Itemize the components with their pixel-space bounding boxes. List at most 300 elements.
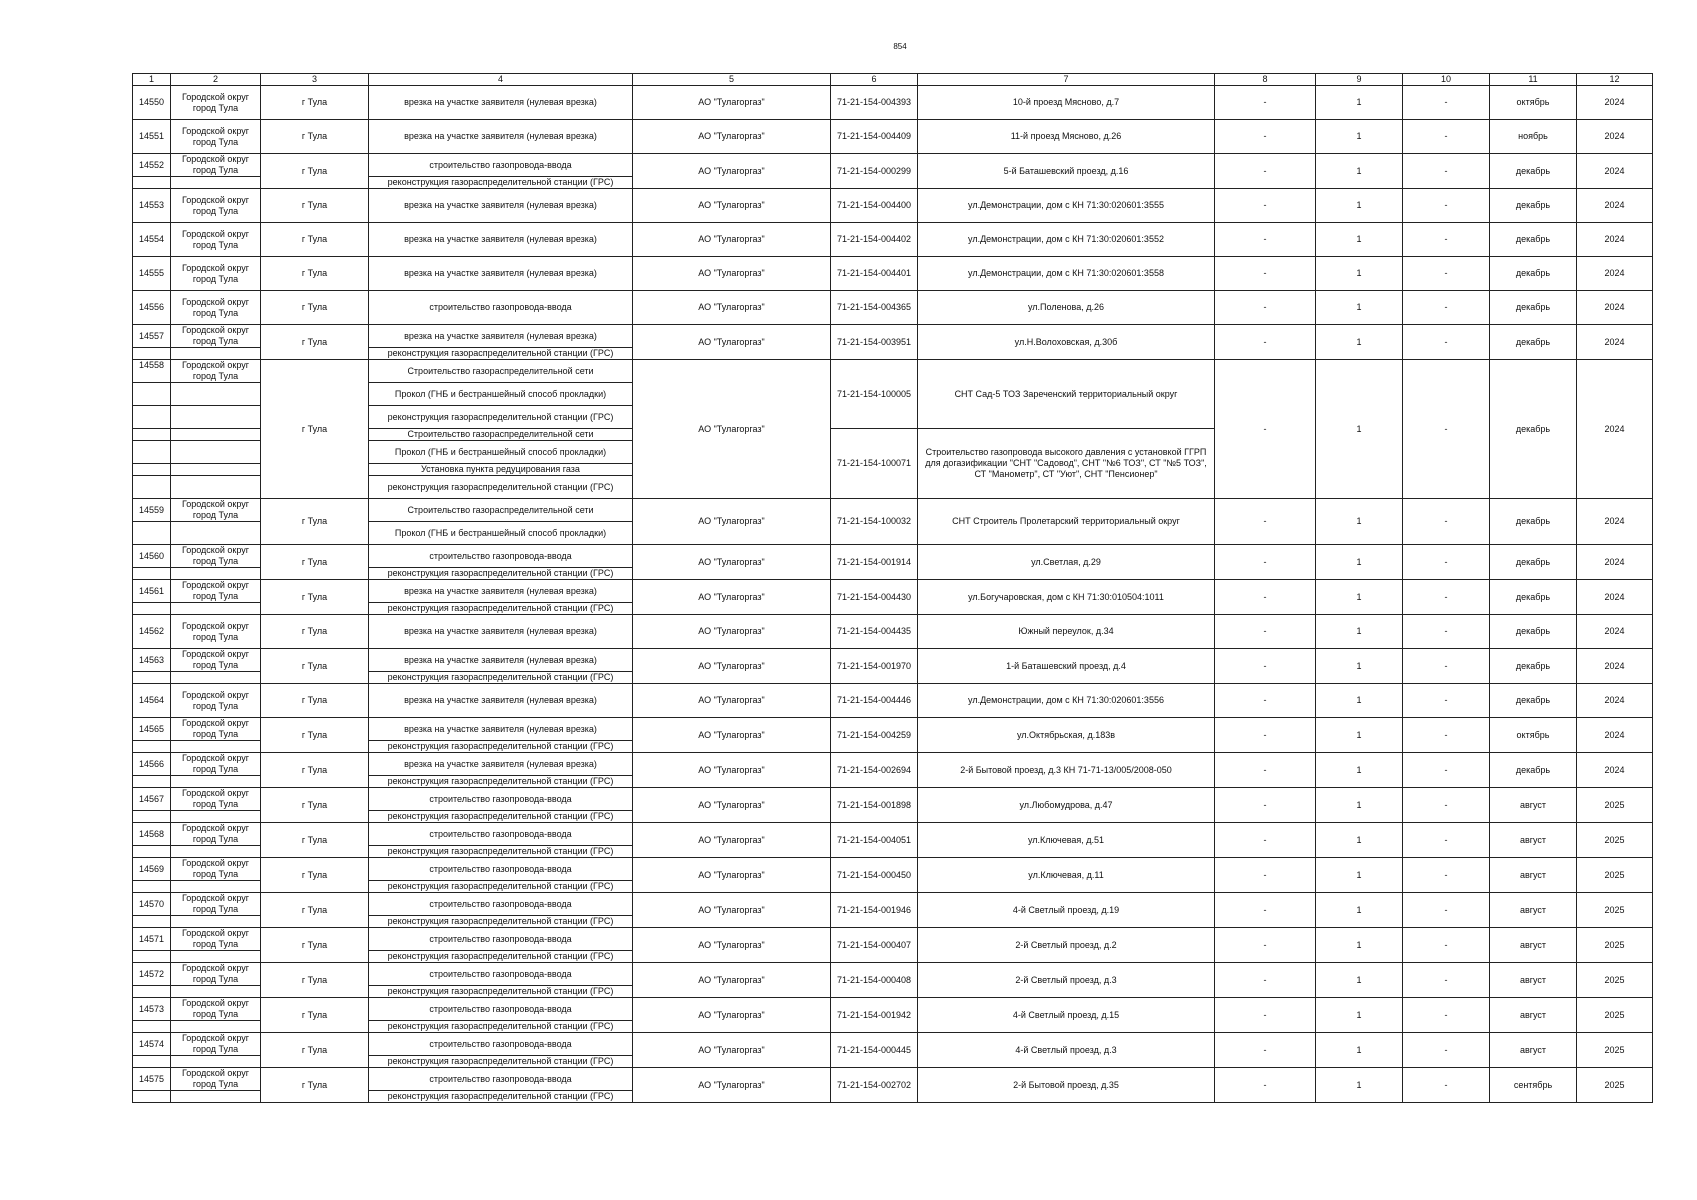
- table-cell: -: [1215, 325, 1316, 360]
- object-code-cell: 71-21-154-004259: [831, 718, 918, 753]
- empty-cell: [133, 1021, 171, 1033]
- city-cell: г Тула: [261, 189, 369, 223]
- work-type-cell: строительство газопровода-ввода: [369, 963, 633, 986]
- city-cell: г Тула: [261, 120, 369, 154]
- address-cell: ул.Ключевая, д.11: [918, 858, 1215, 893]
- organization-cell: АО "Тулагоргаз": [633, 580, 831, 615]
- empty-cell: [171, 383, 261, 406]
- column-header: 4: [369, 74, 633, 86]
- work-type-cell: Установка пункта редуцирования газа: [369, 464, 633, 476]
- column-header: 12: [1577, 74, 1653, 86]
- district-cell: Городской округ город Тула: [171, 928, 261, 951]
- table-cell: декабрь: [1490, 154, 1577, 189]
- table-cell: 1: [1316, 823, 1403, 858]
- organization-cell: АО "Тулагоргаз": [633, 615, 831, 649]
- empty-cell: [171, 916, 261, 928]
- table-cell: 1: [1316, 499, 1403, 545]
- table-cell: ноябрь: [1490, 120, 1577, 154]
- object-code-cell: 71-21-154-000445: [831, 1033, 918, 1068]
- column-header: 1: [133, 74, 171, 86]
- table-cell: 1: [1316, 154, 1403, 189]
- table-row: [133, 753, 1653, 776]
- empty-cell: [133, 811, 171, 823]
- work-type-cell: врезка на участке заявителя (нулевая врезка): [369, 86, 633, 120]
- district-cell: Городской округ город Тула: [171, 291, 261, 325]
- work-type-cell: строительство газопровода-ввода: [369, 998, 633, 1021]
- table-cell: 2025: [1577, 788, 1653, 823]
- work-type-cell: врезка на участке заявителя (нулевая врезка): [369, 189, 633, 223]
- organization-cell: АО "Тулагоргаз": [633, 86, 831, 120]
- table-cell: 1: [1316, 788, 1403, 823]
- row-number-cell: 14556: [133, 291, 171, 325]
- table-cell: 2024: [1577, 545, 1653, 580]
- table-cell: -: [1215, 120, 1316, 154]
- work-type-cell: строительство газопровода-ввода: [369, 545, 633, 568]
- table-cell: -: [1403, 120, 1490, 154]
- object-code-cell: 71-21-154-000450: [831, 858, 918, 893]
- organization-cell: АО "Тулагоргаз": [633, 291, 831, 325]
- table-cell: август: [1490, 1033, 1577, 1068]
- table-cell: 2025: [1577, 893, 1653, 928]
- city-cell: г Тула: [261, 928, 369, 963]
- address-cell: ул.Н.Волоховская, д.30б: [918, 325, 1215, 360]
- district-cell: Городской округ город Тула: [171, 120, 261, 154]
- work-type-cell: реконструкция газораспределительной станции (ГРС): [369, 776, 633, 788]
- address-cell: ул.Любомудрова, д.47: [918, 788, 1215, 823]
- table-cell: -: [1215, 360, 1316, 499]
- district-cell: Городской округ город Тула: [171, 753, 261, 776]
- district-cell: Городской округ город Тула: [171, 1068, 261, 1091]
- empty-cell: [133, 741, 171, 753]
- empty-cell: [133, 476, 171, 499]
- empty-cell: [133, 776, 171, 788]
- table-cell: 2024: [1577, 154, 1653, 189]
- empty-cell: [133, 429, 171, 441]
- district-cell: Городской округ город Тула: [171, 893, 261, 916]
- work-type-cell: строительство газопровода-ввода: [369, 291, 633, 325]
- city-cell: г Тула: [261, 325, 369, 360]
- empty-cell: [133, 916, 171, 928]
- organization-cell: АО "Тулагоргаз": [633, 360, 831, 499]
- city-cell: г Тула: [261, 893, 369, 928]
- row-number-cell: 14563: [133, 649, 171, 672]
- organization-cell: АО "Тулагоргаз": [633, 325, 831, 360]
- table-row: [133, 858, 1653, 881]
- empty-cell: [133, 951, 171, 963]
- object-code-cell: 71-21-154-001898: [831, 788, 918, 823]
- organization-cell: АО "Тулагоргаз": [633, 718, 831, 753]
- row-number-cell: 14565: [133, 718, 171, 741]
- district-cell: Городской округ город Тула: [171, 823, 261, 846]
- address-cell: ул.Октябрьская, д.183в: [918, 718, 1215, 753]
- table-cell: 1: [1316, 858, 1403, 893]
- table-cell: -: [1403, 928, 1490, 963]
- table-cell: -: [1403, 753, 1490, 788]
- table-cell: -: [1403, 615, 1490, 649]
- table-cell: август: [1490, 998, 1577, 1033]
- row-number-cell: 14553: [133, 189, 171, 223]
- empty-cell: [171, 881, 261, 893]
- district-cell: Городской округ город Тула: [171, 963, 261, 986]
- work-type-cell: реконструкция газораспределительной станции (ГРС): [369, 568, 633, 580]
- work-type-cell: врезка на участке заявителя (нулевая врезка): [369, 718, 633, 741]
- address-cell: 2-й Бытовой проезд, д.35: [918, 1068, 1215, 1103]
- table-cell: декабрь: [1490, 325, 1577, 360]
- table-cell: 2024: [1577, 189, 1653, 223]
- city-cell: г Тула: [261, 718, 369, 753]
- table-row: [133, 684, 1653, 718]
- table-cell: -: [1403, 545, 1490, 580]
- city-cell: г Тула: [261, 257, 369, 291]
- table-cell: 2024: [1577, 753, 1653, 788]
- table-cell: 1: [1316, 753, 1403, 788]
- work-type-cell: врезка на участке заявителя (нулевая врезка): [369, 615, 633, 649]
- work-type-cell: реконструкция газораспределительной станции (ГРС): [369, 1056, 633, 1068]
- city-cell: г Тула: [261, 963, 369, 998]
- city-cell: г Тула: [261, 86, 369, 120]
- table-row: [133, 1068, 1653, 1091]
- address-cell: 10-й проезд Мясново, д.7: [918, 86, 1215, 120]
- empty-cell: [171, 811, 261, 823]
- row-number-cell: 14574: [133, 1033, 171, 1056]
- city-cell: г Тула: [261, 615, 369, 649]
- address-cell: 4-й Светлый проезд, д.19: [918, 893, 1215, 928]
- empty-cell: [171, 986, 261, 998]
- work-type-cell: реконструкция газораспределительной станции (ГРС): [369, 348, 633, 360]
- work-type-cell: Прокол (ГНБ и бестраншейный способ прокладки): [369, 383, 633, 406]
- work-type-cell: строительство газопровода-ввода: [369, 154, 633, 177]
- district-cell: Городской округ город Тула: [171, 615, 261, 649]
- work-type-cell: строительство газопровода-ввода: [369, 823, 633, 846]
- table-cell: -: [1403, 788, 1490, 823]
- address-cell: Строительство газопровода высокого давления с установкой ГГРП для догазификации "СНТ "Садовод", СНТ "№6 ТОЗ", СТ "№5 ТОЗ", СТ "Манометр", СТ "Уют", СНТ "Пенсионер": [918, 429, 1215, 499]
- table-cell: декабрь: [1490, 649, 1577, 684]
- address-cell: ул.Ключевая, д.51: [918, 823, 1215, 858]
- table-cell: декабрь: [1490, 684, 1577, 718]
- work-type-cell: врезка на участке заявителя (нулевая врезка): [369, 257, 633, 291]
- table-row: [133, 718, 1653, 741]
- table-cell: 1: [1316, 998, 1403, 1033]
- organization-cell: АО "Тулагоргаз": [633, 1068, 831, 1103]
- address-cell: ул.Демонстрации, дом с КН 71:30:020601:3556: [918, 684, 1215, 718]
- city-cell: г Тула: [261, 858, 369, 893]
- work-type-cell: Строительство газораспределительной сети: [369, 429, 633, 441]
- object-code-cell: 71-21-154-004051: [831, 823, 918, 858]
- district-cell: Городской округ город Тула: [171, 545, 261, 568]
- district-cell: Городской округ город Тула: [171, 154, 261, 177]
- table-cell: 1: [1316, 545, 1403, 580]
- object-code-cell: 71-21-154-001970: [831, 649, 918, 684]
- row-number-cell: 14555: [133, 257, 171, 291]
- district-cell: Городской округ город Тула: [171, 223, 261, 257]
- empty-cell: [171, 1091, 261, 1103]
- table-cell: -: [1215, 1033, 1316, 1068]
- register-table: [132, 73, 1653, 1103]
- organization-cell: АО "Тулагоргаз": [633, 684, 831, 718]
- column-header: 11: [1490, 74, 1577, 86]
- address-cell: 4-й Светлый проезд, д.3: [918, 1033, 1215, 1068]
- table-cell: 2025: [1577, 998, 1653, 1033]
- header-row: [133, 74, 1653, 86]
- empty-cell: [133, 881, 171, 893]
- table-cell: декабрь: [1490, 189, 1577, 223]
- empty-cell: [171, 603, 261, 615]
- table-row: [133, 998, 1653, 1021]
- row-number-cell: 14566: [133, 753, 171, 776]
- city-cell: г Тула: [261, 649, 369, 684]
- object-code-cell: 71-21-154-004393: [831, 86, 918, 120]
- address-cell: Южный переулок, д.34: [918, 615, 1215, 649]
- work-type-cell: реконструкция газораспределительной станции (ГРС): [369, 406, 633, 429]
- column-header: 6: [831, 74, 918, 86]
- table-cell: октябрь: [1490, 86, 1577, 120]
- work-type-cell: реконструкция газораспределительной станции (ГРС): [369, 811, 633, 823]
- city-cell: г Тула: [261, 788, 369, 823]
- empty-cell: [171, 776, 261, 788]
- table-cell: август: [1490, 858, 1577, 893]
- object-code-cell: 71-21-154-001942: [831, 998, 918, 1033]
- empty-cell: [133, 441, 171, 464]
- district-cell: Городской округ город Тула: [171, 998, 261, 1021]
- table-cell: -: [1215, 684, 1316, 718]
- object-code-cell: 71-21-154-004400: [831, 189, 918, 223]
- table-row: [133, 360, 1653, 383]
- table-cell: август: [1490, 928, 1577, 963]
- column-header: 8: [1215, 74, 1316, 86]
- object-code-cell: 71-21-154-004446: [831, 684, 918, 718]
- organization-cell: АО "Тулагоргаз": [633, 649, 831, 684]
- table-cell: 1: [1316, 963, 1403, 998]
- work-type-cell: врезка на участке заявителя (нулевая врезка): [369, 223, 633, 257]
- empty-cell: [171, 951, 261, 963]
- address-cell: 4-й Светлый проезд, д.15: [918, 998, 1215, 1033]
- work-type-cell: строительство газопровода-ввода: [369, 1068, 633, 1091]
- table-cell: -: [1215, 858, 1316, 893]
- empty-cell: [171, 429, 261, 441]
- work-type-cell: реконструкция газораспределительной станции (ГРС): [369, 476, 633, 499]
- organization-cell: АО "Тулагоргаз": [633, 257, 831, 291]
- table-cell: 2025: [1577, 858, 1653, 893]
- district-cell: Городской округ город Тула: [171, 1033, 261, 1056]
- column-header: 7: [918, 74, 1215, 86]
- empty-cell: [133, 1091, 171, 1103]
- empty-cell: [171, 1056, 261, 1068]
- table-cell: декабрь: [1490, 223, 1577, 257]
- table-cell: 2024: [1577, 86, 1653, 120]
- object-code-cell: 71-21-154-003951: [831, 325, 918, 360]
- work-type-cell: реконструкция газораспределительной станции (ГРС): [369, 603, 633, 615]
- empty-cell: [171, 464, 261, 476]
- table-row: [133, 1033, 1653, 1056]
- table-cell: -: [1403, 325, 1490, 360]
- row-number-cell: 14575: [133, 1068, 171, 1091]
- column-header: 5: [633, 74, 831, 86]
- table-cell: 1: [1316, 120, 1403, 154]
- city-cell: г Тула: [261, 684, 369, 718]
- table-cell: -: [1215, 86, 1316, 120]
- city-cell: г Тула: [261, 499, 369, 545]
- work-type-cell: реконструкция газораспределительной станции (ГРС): [369, 1091, 633, 1103]
- organization-cell: АО "Тулагоргаз": [633, 223, 831, 257]
- table-cell: 1: [1316, 291, 1403, 325]
- table-cell: -: [1403, 580, 1490, 615]
- empty-cell: [133, 177, 171, 189]
- table-row: [133, 580, 1653, 603]
- table-cell: 1: [1316, 223, 1403, 257]
- organization-cell: АО "Тулагоргаз": [633, 120, 831, 154]
- district-cell: Городской округ город Тула: [171, 684, 261, 718]
- district-cell: Городской округ город Тула: [171, 580, 261, 603]
- table-cell: -: [1403, 858, 1490, 893]
- empty-cell: [133, 522, 171, 545]
- table-cell: август: [1490, 788, 1577, 823]
- table-cell: 2025: [1577, 823, 1653, 858]
- table-cell: -: [1215, 963, 1316, 998]
- table-cell: 2025: [1577, 1068, 1653, 1103]
- work-type-cell: врезка на участке заявителя (нулевая врезка): [369, 120, 633, 154]
- row-number-cell: 14562: [133, 615, 171, 649]
- address-cell: ул.Демонстрации, дом с КН 71:30:020601:3552: [918, 223, 1215, 257]
- table-cell: декабрь: [1490, 580, 1577, 615]
- organization-cell: АО "Тулагоргаз": [633, 154, 831, 189]
- organization-cell: АО "Тулагоргаз": [633, 963, 831, 998]
- organization-cell: АО "Тулагоргаз": [633, 499, 831, 545]
- district-cell: Городской округ город Тула: [171, 189, 261, 223]
- empty-cell: [133, 464, 171, 476]
- table-cell: 2024: [1577, 580, 1653, 615]
- empty-cell: [171, 476, 261, 499]
- table-cell: 1: [1316, 86, 1403, 120]
- address-cell: ул.Поленова, д.26: [918, 291, 1215, 325]
- district-cell: Городской округ город Тула: [171, 788, 261, 811]
- table-cell: -: [1215, 189, 1316, 223]
- object-code-cell: 71-21-154-000408: [831, 963, 918, 998]
- table-cell: 2025: [1577, 1033, 1653, 1068]
- table-row: [133, 499, 1653, 522]
- empty-cell: [133, 383, 171, 406]
- address-cell: 2-й Светлый проезд, д.3: [918, 963, 1215, 998]
- address-cell: 11-й проезд Мясново, д.26: [918, 120, 1215, 154]
- table-cell: -: [1403, 998, 1490, 1033]
- table-cell: -: [1215, 615, 1316, 649]
- table-cell: 2024: [1577, 291, 1653, 325]
- object-code-cell: 71-21-154-004430: [831, 580, 918, 615]
- district-cell: Городской округ город Тула: [171, 499, 261, 522]
- table-cell: декабрь: [1490, 545, 1577, 580]
- address-cell: 2-й Светлый проезд, д.2: [918, 928, 1215, 963]
- object-code-cell: 71-21-154-002702: [831, 1068, 918, 1103]
- work-type-cell: реконструкция газораспределительной станции (ГРС): [369, 916, 633, 928]
- table-row: [133, 86, 1653, 120]
- table-cell: -: [1403, 499, 1490, 545]
- table-cell: -: [1215, 499, 1316, 545]
- row-number-cell: 14572: [133, 963, 171, 986]
- table-cell: 2025: [1577, 928, 1653, 963]
- table-cell: 2024: [1577, 120, 1653, 154]
- district-cell: Городской округ город Тула: [171, 86, 261, 120]
- organization-cell: АО "Тулагоргаз": [633, 998, 831, 1033]
- empty-cell: [133, 348, 171, 360]
- table-cell: -: [1215, 223, 1316, 257]
- city-cell: г Тула: [261, 1068, 369, 1103]
- organization-cell: АО "Тулагоргаз": [633, 545, 831, 580]
- table-row: [133, 223, 1653, 257]
- object-code-cell: 71-21-154-004409: [831, 120, 918, 154]
- address-cell: 1-й Баташевский проезд, д.4: [918, 649, 1215, 684]
- object-code-cell: 71-21-154-001914: [831, 545, 918, 580]
- object-code-cell: 71-21-154-004365: [831, 291, 918, 325]
- column-header: 3: [261, 74, 369, 86]
- table-row: [133, 823, 1653, 846]
- district-cell: Городской округ город Тула: [171, 325, 261, 348]
- table-cell: -: [1215, 788, 1316, 823]
- city-cell: г Тула: [261, 998, 369, 1033]
- work-type-cell: Прокол (ГНБ и бестраншейный способ прокладки): [369, 441, 633, 464]
- row-number-cell: 14573: [133, 998, 171, 1021]
- address-cell: СНТ Строитель Пролетарский территориальный округ: [918, 499, 1215, 545]
- table-cell: -: [1403, 291, 1490, 325]
- table-cell: 1: [1316, 1068, 1403, 1103]
- table-cell: -: [1403, 189, 1490, 223]
- city-cell: г Тула: [261, 360, 369, 499]
- table-cell: 2024: [1577, 718, 1653, 753]
- empty-cell: [133, 986, 171, 998]
- table-row: [133, 257, 1653, 291]
- city-cell: г Тула: [261, 823, 369, 858]
- object-code-cell: 71-21-154-100005: [831, 360, 918, 429]
- empty-cell: [133, 1056, 171, 1068]
- address-cell: СНТ Сад-5 ТОЗ Зареченский территориальный округ: [918, 360, 1215, 429]
- row-number-cell: 14560: [133, 545, 171, 568]
- work-type-cell: реконструкция газораспределительной станции (ГРС): [369, 846, 633, 858]
- table-cell: -: [1215, 928, 1316, 963]
- table-cell: декабрь: [1490, 360, 1577, 499]
- work-type-cell: Строительство газораспределительной сети: [369, 360, 633, 383]
- address-cell: ул.Светлая, д.29: [918, 545, 1215, 580]
- table-cell: 1: [1316, 615, 1403, 649]
- table-cell: 1: [1316, 257, 1403, 291]
- table-row: [133, 615, 1653, 649]
- object-code-cell: 71-21-154-002694: [831, 753, 918, 788]
- row-number-cell: 14571: [133, 928, 171, 951]
- row-number-cell: 14561: [133, 580, 171, 603]
- empty-cell: [171, 568, 261, 580]
- row-number-cell: 14564: [133, 684, 171, 718]
- table-cell: -: [1215, 1068, 1316, 1103]
- work-type-cell: Прокол (ГНБ и бестраншейный способ прокладки): [369, 522, 633, 545]
- column-header: 10: [1403, 74, 1490, 86]
- organization-cell: АО "Тулагоргаз": [633, 1033, 831, 1068]
- address-cell: 2-й Бытовой проезд, д.3 КН 71-71-13/005/2008-050: [918, 753, 1215, 788]
- city-cell: г Тула: [261, 1033, 369, 1068]
- table-row: [133, 963, 1653, 986]
- table-cell: -: [1403, 1033, 1490, 1068]
- row-number-cell: 14558: [133, 360, 171, 383]
- organization-cell: АО "Тулагоргаз": [633, 788, 831, 823]
- empty-cell: [171, 741, 261, 753]
- organization-cell: АО "Тулагоргаз": [633, 858, 831, 893]
- empty-cell: [171, 1021, 261, 1033]
- empty-cell: [171, 441, 261, 464]
- work-type-cell: врезка на участке заявителя (нулевая врезка): [369, 580, 633, 603]
- table-cell: -: [1215, 649, 1316, 684]
- row-number-cell: 14570: [133, 893, 171, 916]
- table-cell: 2024: [1577, 257, 1653, 291]
- work-type-cell: врезка на участке заявителя (нулевая врезка): [369, 325, 633, 348]
- work-type-cell: реконструкция газораспределительной станции (ГРС): [369, 951, 633, 963]
- organization-cell: АО "Тулагоргаз": [633, 928, 831, 963]
- empty-cell: [171, 672, 261, 684]
